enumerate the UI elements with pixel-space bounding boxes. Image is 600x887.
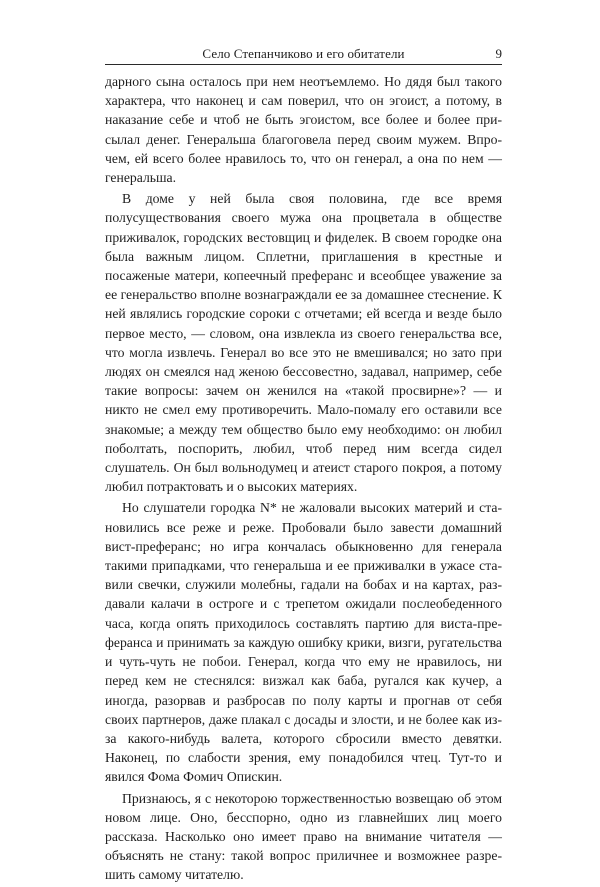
book-title: Село Степанчиково и его обитатели <box>202 46 405 61</box>
paragraph: Признаюсь, я с некоторою торжественностью возвещаю об этом новом лице. Оно, бесспорно, одно из главнейших лиц моего рассказа. Насколько оно имеет право на внимание читателя — объяснять не стану: такой вопрос приличнее и возможнее разрешить самому читателю. <box>105 790 502 883</box>
paragraph: В доме у ней была своя половина, где все время полусуществования своего мужа она процветала в обществе приживалок, городских вестовщиц и фиделек. В своем городке она была важным лицом. Сплетни, приглашения в крестные и посаженые матери, копеечный преферанс и всеобщее уважение за ее генеральство вполне вознаграждали ее за домашнее стеснение. К ней являлись городские сороки с отчетами; ей всегда и везде было первое место, — словом, она извлекла из своего генеральства все, что могла извлечь. Генерал во все это не вмешивался; но зато при людях он смеялся над женою бессовестно, задавал, например, себе такие вопросы: зачем он женился на «такой просвирне»? — и никто не смел ему противоречить. Мало-помалу его оставили все знакомые; а между тем общество было ему необходимо: он любил поболтать, поспорить, любил, чтоб перед ним всегда сидел слушатель. Он был вольнодумец и атеист старого покроя, а потому любил потрактовать и о высоких материях. <box>105 191 502 495</box>
paragraph: дарного сына осталось при нем неотъемлемо. Но дядя был такого характера, что наконец и сам поверил, что он эгоист, а потому, в наказание себе и чтоб не быть эгоистом, все более и более присылал денег. Генеральша благоговела перед своим мужем. Впрочем, ей всего более нравилось то, что он генерал, а она по нем — генеральша. <box>105 74 502 186</box>
paragraph: Но слушатели городка N* не жаловали высоких материй и становились все реже и реже. Пробовали было завести домашний вист-преферанс; но игра кончалась обыкновенно для генерала такими припадками, что генеральша и ее приживалки в ужасе ставили свечки, служили молебны, гадали на бобах и на картах, раздавали калачи в остроге и с трепетом ожидали послеобеденного часа, когда опять приходилось составлять партию для виста-преферанса и принимать за каждую ошибку крики, визги, ругательства и чуть-чуть не побои. Генерал, когда что ему не нравилось, ни перед кем не стеснялся: визжал как баба, ругался как кучер, а иногда, разорвав и разбросав по полу карты и прогнав от себя своих партнеров, даже плакал с досады и злости, и не более как из-за какого-нибудь валета, которого сбросили вместо девятки. Наконец, по слабости зрения, ему понадобился чтец. Тут-то и явился Фома Фомич Опискин. <box>105 500 502 785</box>
page-number: 9 <box>495 46 502 61</box>
text-body <box>105 72 502 887</box>
running-header <box>105 44 502 65</box>
